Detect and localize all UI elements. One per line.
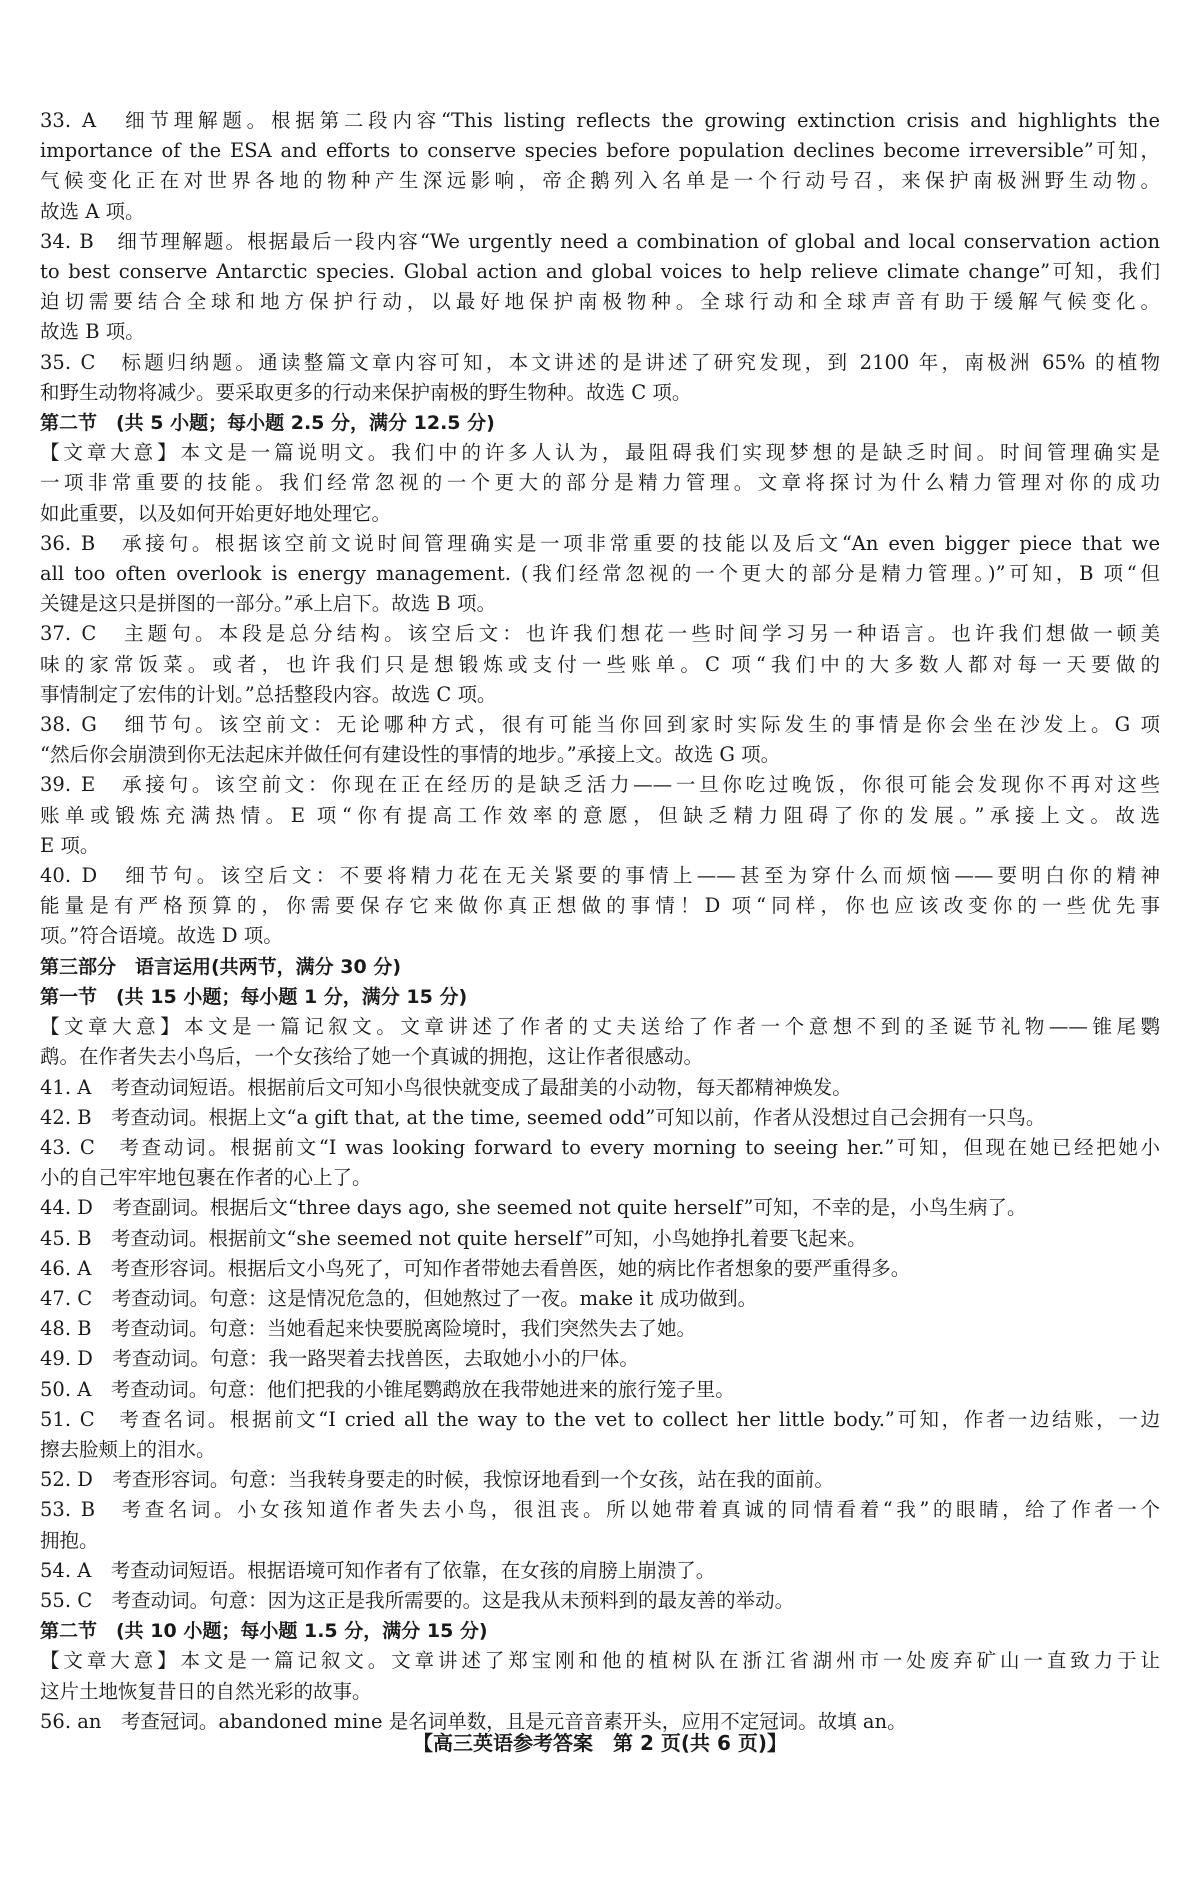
text-line: 39. E 承接句。该空前文：你现在正在经历的是缺乏活力——一旦你吃过晚饭，你很可能会发现你不再对这些 bbox=[40, 773, 1160, 797]
text-line: 45. B 考查动词。根据前文“she seemed not quite herself”可知，小鸟她挣扎着要飞起来。 bbox=[40, 1226, 867, 1250]
text-line: 46. A 考查形容词。根据后文小鸟死了，可知作者带她去看兽医，她的病比作者想象的要严重得多。 bbox=[40, 1256, 911, 1280]
text-line: 迫切需要结合全球和地方保护行动，以最好地保护南极物种。全球行动和全球声音有助于缓解气候变化。 bbox=[40, 290, 1160, 314]
text-line: 故选 B 项。 bbox=[40, 320, 145, 344]
text-line: 44. D 考查副词。根据后文“three days ago, she seemed not quite herself”可知，不幸的是，小鸟生病了。 bbox=[40, 1196, 1027, 1220]
text-line: “然后你会崩溃到你无法起床并做任何有建设性的事情的地步。”承接上文。故选 G 项。 bbox=[40, 743, 781, 767]
text-line: 故选 A 项。 bbox=[40, 199, 145, 223]
text-line: 项。”符合语境。故选 D 项。 bbox=[40, 924, 283, 948]
text-line: 关键是这只是拼图的一部分。”承上启下。故选 B 项。 bbox=[40, 592, 496, 616]
text-line: importance of the ESA and efforts to conserve species before population declines become irreversible”可知， bbox=[40, 139, 1160, 163]
text-line: 鹉。在作者失去小鸟后，一个女孩给了她一个真诚的拥抱，这让作者很感动。 bbox=[40, 1045, 704, 1069]
text-line: 和野生动物将减少。要采取更多的行动来保护南极的野生物种。故选 C 项。 bbox=[40, 380, 692, 404]
text-line: 40. D 细节句。该空后文：不要将精力花在无关紧要的事情上——甚至为穿什么而烦恼——要明白你的精神 bbox=[40, 864, 1160, 888]
answer-page bbox=[40, 106, 1160, 1737]
text-line: 【文章大意】本文是一篇记叙文。文章讲述了作者的丈夫送给了作者一个意想不到的圣诞节礼物——锥尾鹦 bbox=[40, 1015, 1160, 1039]
text-line: 55. C 考查动词。句意：因为这正是我所需要的。这是我从未预料到的最友善的举动。 bbox=[40, 1588, 795, 1612]
text-line: 如此重要，以及如何开始更好地处理它。 bbox=[40, 501, 392, 525]
text-line: 52. D 考查形容词。句意：当我转身要走的时候，我惊讶地看到一个女孩，站在我的面前。 bbox=[40, 1468, 834, 1492]
text-line: to best conserve Antarctic species. Global action and global voices to help relieve climate change”可知，我们 bbox=[40, 260, 1160, 284]
text-line: 这片土地恢复昔日的自然光彩的故事。 bbox=[40, 1679, 372, 1703]
text-line: 【文章大意】本文是一篇说明文。我们中的许多人认为，最阻碍我们实现梦想的是缺乏时间。时间管理确实是 bbox=[40, 441, 1160, 465]
text-line: 43. C 考查动词。根据前文“I was looking forward to every morning to seeing her.”可知，但现在她已经把她小 bbox=[40, 1135, 1160, 1159]
text-line: 味的家常饭菜。或者，也许我们只是想锻炼或支付一些账单。C 项“我们中的大多数人都对每一天要做的 bbox=[40, 652, 1160, 676]
text-line: 事情制定了宏伟的计划。”总括整段内容。故选 C 项。 bbox=[40, 682, 497, 706]
text-line: 账单或锻炼充满热情。E 项“你有提高工作效率的意愿，但缺乏精力阻碍了你的发展。”承接上文。故选 bbox=[40, 803, 1160, 827]
text-line: 拥抱。 bbox=[40, 1528, 99, 1552]
text-line: 54. A 考查动词短语。根据语境可知作者有了依靠，在女孩的肩膀上崩溃了。 bbox=[40, 1558, 716, 1582]
section-heading: 第一节 (共 15 小题；每小题 1 分，满分 15 分) bbox=[40, 985, 468, 1008]
text-line: all too often overlook is energy management. (我们经常忽视的一个更大的部分是精力管理。)”可知，B 项“但 bbox=[40, 562, 1160, 586]
text-line: 53. B 考查名词。小女孩知道作者失去小鸟，很沮丧。所以她带着真诚的同情看着“我”的眼睛，给了作者一个 bbox=[40, 1498, 1160, 1522]
text-line: 【文章大意】本文是一篇记叙文。文章讲述了郑宝刚和他的植树队在浙江省湖州市一处废弃矿山一直致力于让 bbox=[40, 1649, 1160, 1673]
text-line: 47. C 考查动词。句意：这是情况危急的，但她熬过了一夜。make it 成功做到。 bbox=[40, 1286, 758, 1310]
text-line: 35. C 标题归纳题。通读整篇文章内容可知，本文讲述的是讲述了研究发现，到 2100 年，南极洲 65% 的植物 bbox=[40, 350, 1160, 374]
text-line: 小的自己牢牢地包裹在作者的心上了。 bbox=[40, 1166, 372, 1190]
text-line: 41. A 考查动词短语。根据前后文可知小鸟很快就变成了最甜美的小动物，每天都精神焕发。 bbox=[40, 1075, 852, 1099]
text-line: 56. an 考查冠词。abandoned mine 是名词单数，且是元音音素开头，应用不定冠词。故填 an。 bbox=[40, 1709, 907, 1733]
page-footer: 【高三英语参考答案 第 2 页(共 6 页)】 bbox=[413, 1731, 787, 1755]
text-line: 一项非常重要的技能。我们经常忽视的一个更大的部分是精力管理。文章将探讨为什么精力管理对你的成功 bbox=[40, 471, 1160, 495]
text-line: 51. C 考查名词。根据前文“I cried all the way to the vet to collect her little body.”可知，作者一边结账，一边 bbox=[40, 1407, 1160, 1431]
text-line: 36. B 承接句。根据该空前文说时间管理确实是一项非常重要的技能以及后文“An even bigger piece that we bbox=[40, 531, 1160, 555]
text-line: 34. B 细节理解题。根据最后一段内容“We urgently need a combination of global and local conservation action bbox=[40, 229, 1160, 253]
text-line: E 项。 bbox=[40, 833, 100, 857]
text-line: 38. G 细节句。该空前文：无论哪种方式，很有可能当你回到家时实际发生的事情是你会坐在沙发上。G 项 bbox=[40, 713, 1160, 737]
text-line: 50. A 考查动词。句意：他们把我的小锥尾鹦鹉放在我带她进来的旅行笼子里。 bbox=[40, 1377, 735, 1401]
text-line: 48. B 考查动词。句意：当她看起来快要脱离险境时，我们突然失去了她。 bbox=[40, 1317, 697, 1341]
text-line: 33. A 细节理解题。根据第二段内容“This listing reflects the growing extinction crisis and highlights the bbox=[40, 109, 1160, 132]
text-line: 气候变化正在对世界各地的物种产生深远影响，帝企鹅列入名单是一个行动号召，来保护南极洲野生动物。 bbox=[40, 169, 1160, 193]
section-heading: 第二节 (共 10 小题；每小题 1.5 分，满分 15 分) bbox=[40, 1620, 488, 1643]
text-line: 能量是有严格预算的，你需要保存它来做你真正想做的事情！D 项“同样，你也应该改变你的一些优先事 bbox=[40, 894, 1160, 918]
text-line: 49. D 考查动词。句意：我一路哭着去找兽医，去取她小小的尸体。 bbox=[40, 1347, 639, 1371]
text-line: 37. C 主题句。本段是总分结构。该空后文：也许我们想花一些时间学习另一种语言。也许我们想做一顿美 bbox=[40, 622, 1160, 646]
section-heading: 第二节 (共 5 小题；每小题 2.5 分，满分 12.5 分) bbox=[40, 412, 495, 435]
section-heading: 第三部分 语言运用(共两节，满分 30 分) bbox=[40, 955, 402, 978]
text-line: 42. B 考查动词。根据上文“a gift that, at the time, seemed odd”可知以前，作者从没想过自己会拥有一只鸟。 bbox=[40, 1105, 1046, 1129]
text-line: 擦去脸颊上的泪水。 bbox=[40, 1437, 216, 1461]
